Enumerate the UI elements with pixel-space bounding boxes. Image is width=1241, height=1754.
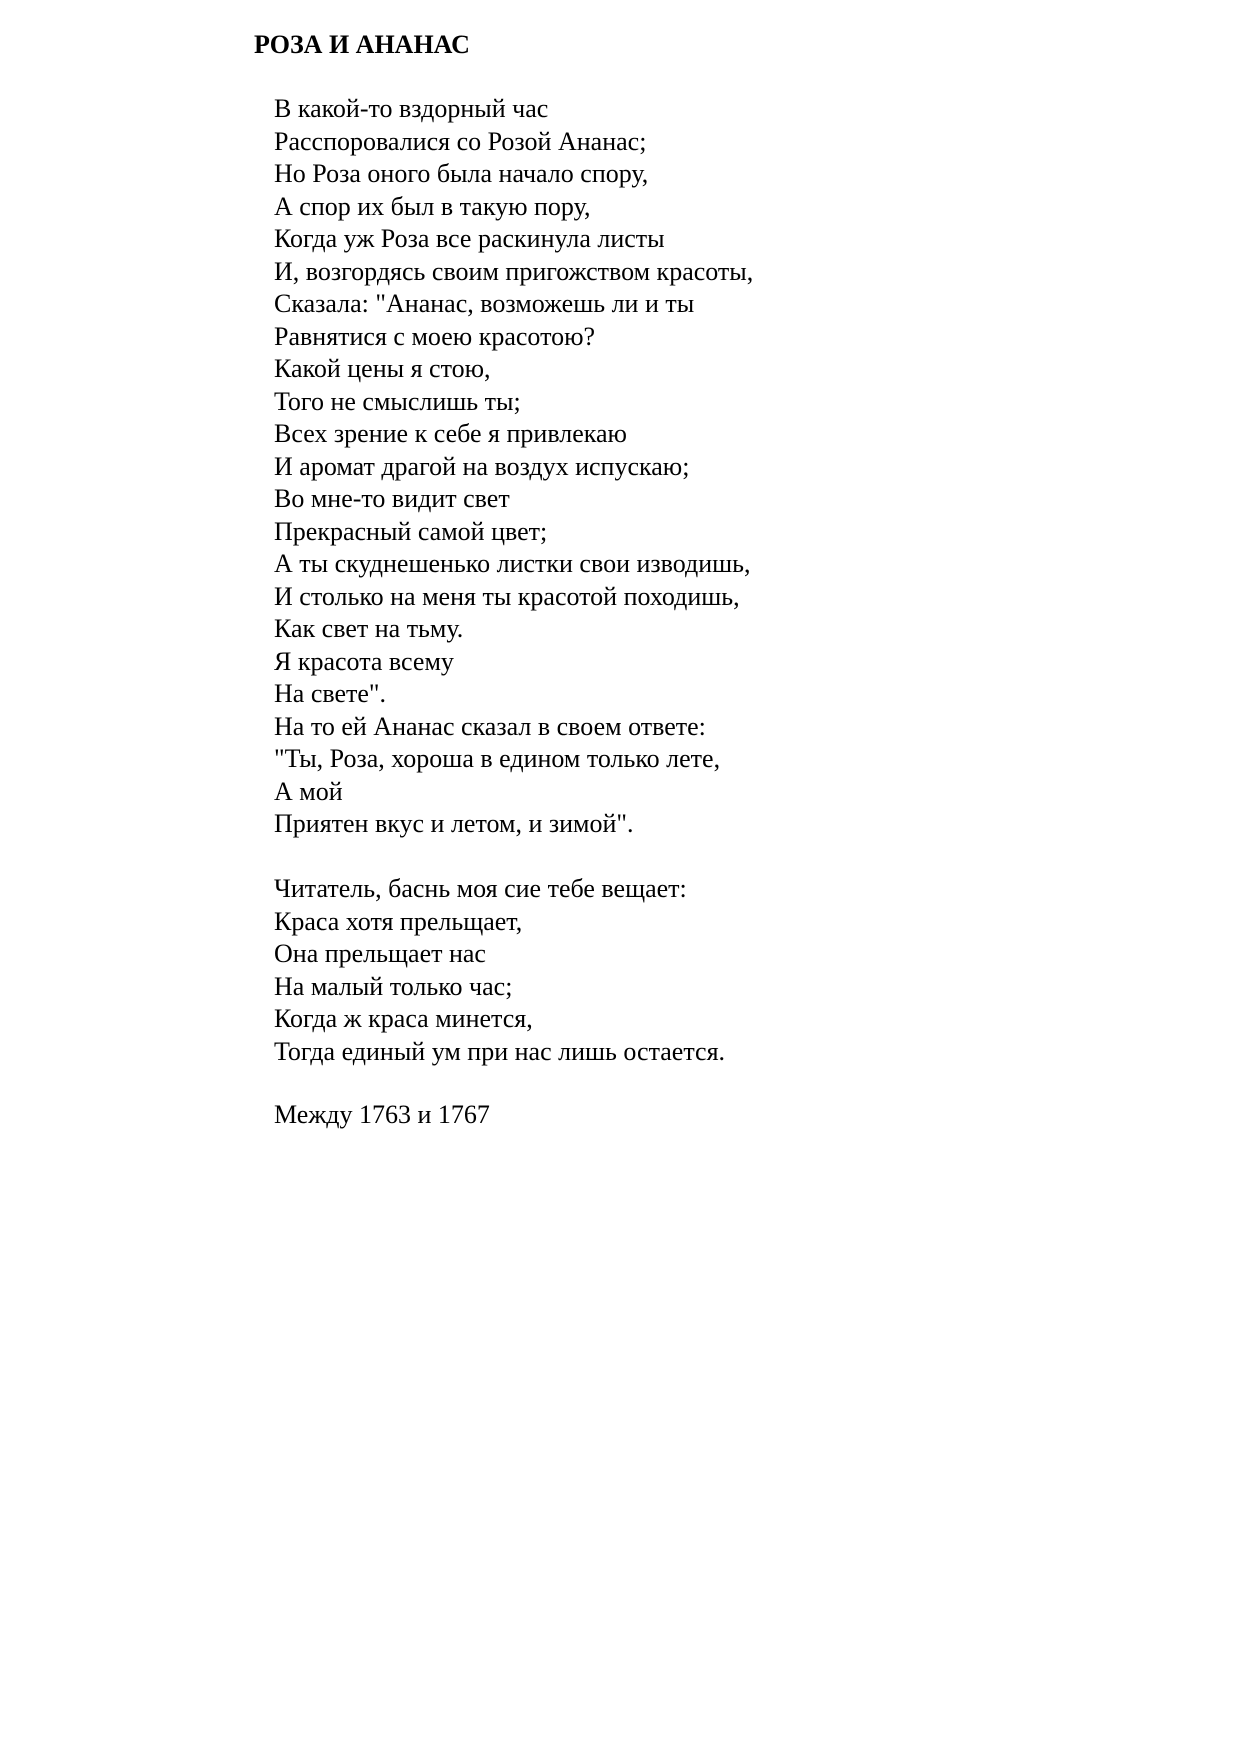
- poem-title: РОЗА И АНАНАС: [254, 30, 470, 59]
- poem-line: Но Роза оного была начало спору,: [274, 159, 649, 188]
- poem-date: Между 1763 и 1767: [274, 1100, 490, 1129]
- poem-line: Краса хотя прельщает,: [274, 906, 523, 936]
- poem-line: Всех зрение к себе я привлекаю: [274, 419, 627, 448]
- poem-line: Какой цены я стою,: [274, 354, 491, 383]
- poem-line: Приятен вкус и летом, и зимой".: [274, 809, 634, 838]
- poem-line: Как свет на тьму.: [274, 614, 464, 643]
- poem-line: И столько на меня ты красотой походишь,: [274, 581, 740, 611]
- poem-line: Расспоровалися со Розой Ананас;: [274, 126, 647, 156]
- poem-line: Когда ж краса минется,: [274, 1004, 533, 1033]
- poem-line: А спор их был в такую пору,: [274, 191, 591, 221]
- poem-line: На свете".: [274, 679, 387, 708]
- poem-line: Сказала: "Ананас, возможешь ли и ты: [274, 289, 695, 318]
- poem-line: Равнятися с моею красотою?: [274, 321, 596, 351]
- poem-body: [274, 93, 753, 1101]
- poem-line: Когда уж Роза все раскинула листы: [274, 224, 665, 253]
- poem-line: И аромат драгой на воздух испускаю;: [274, 451, 690, 481]
- poem-line: "Ты, Роза, хороша в едином только лете,: [274, 744, 721, 773]
- poem-line: А ты скуднешенько листки свои изводишь,: [274, 549, 751, 578]
- poem-line: И, возгордясь своим пригожством красоты,: [274, 256, 754, 286]
- poem-line: В какой-то вздорный час: [274, 94, 549, 123]
- poem-line: Того не смыслишь ты;: [274, 386, 521, 416]
- poem-line: Тогда единый ум при нас лишь остается.: [274, 1036, 726, 1066]
- poem-line: Во мне-то видит свет: [274, 484, 510, 513]
- poem-line: Я красота всему: [274, 646, 454, 676]
- poem-line: Она прельщает нас: [274, 939, 486, 968]
- poem-stanza: [274, 873, 753, 1068]
- poem-line: А мой: [274, 776, 343, 806]
- poem-line: Прекрасный самой цвет;: [274, 516, 548, 546]
- poem-line: На малый только час;: [274, 971, 513, 1001]
- poem-stanza: [274, 93, 753, 841]
- poem-line: Читатель, баснь моя сие тебе вещает:: [274, 874, 687, 903]
- poem-line: На то ей Ананас сказал в своем ответе:: [274, 711, 706, 741]
